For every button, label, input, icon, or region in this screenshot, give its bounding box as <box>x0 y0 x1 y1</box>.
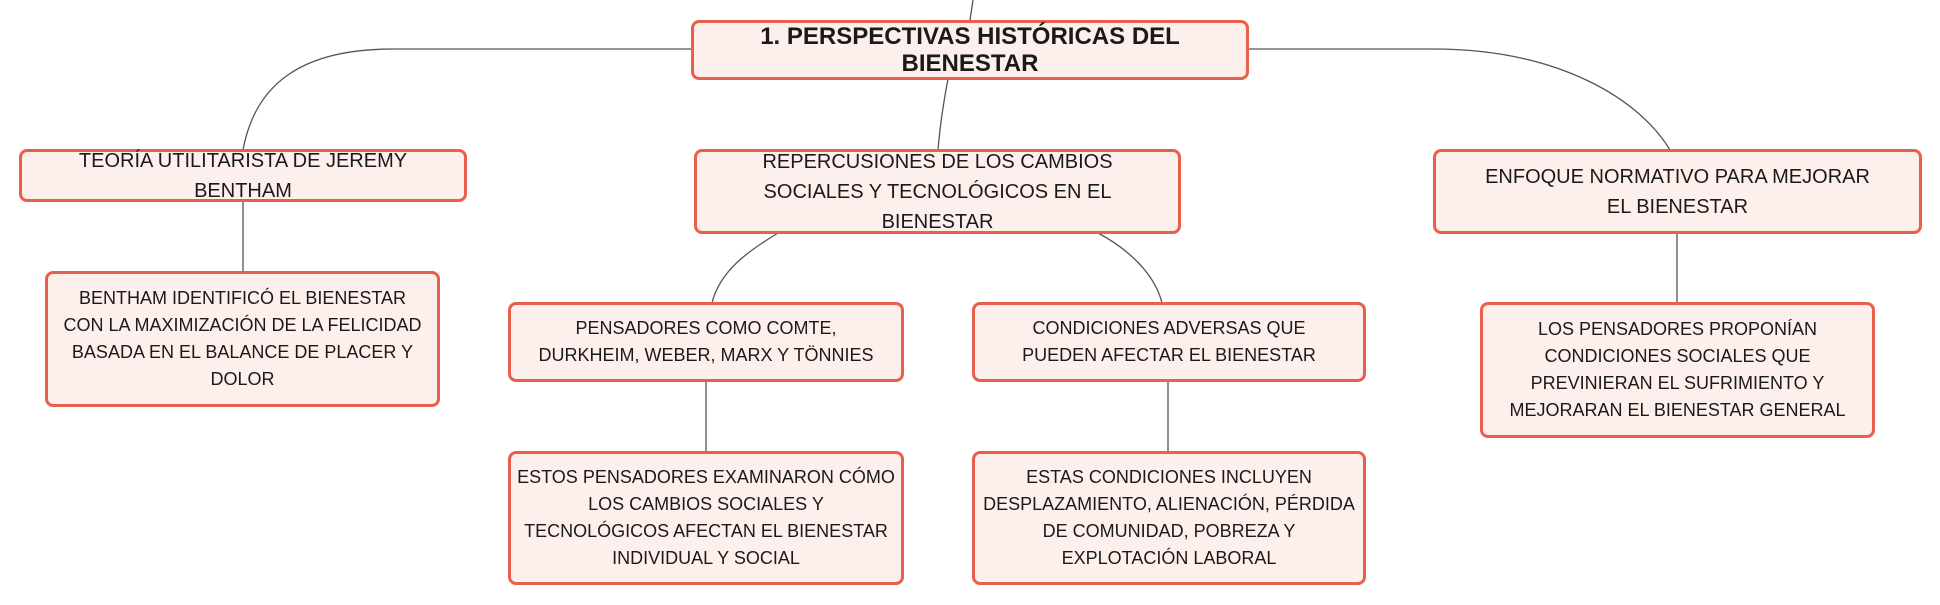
topic-conditions-detail[interactable] <box>972 451 1366 585</box>
topic-utilitarian-theory[interactable] <box>19 149 467 202</box>
topic-normative-detail-label: LOS PENSADORES PROPONÍAN CONDICIONES SOCIALES QUE PREVINIERAN EL SUFRIMIENTO Y MEJORARAN EL BIENESTAR GENERAL <box>1509 319 1846 420</box>
topic-thinkers-detail[interactable] <box>508 451 904 585</box>
topic-adverse-conditions-label: CONDICIONES ADVERSAS QUE PUEDEN AFECTAR EL BIENESTAR <box>1022 318 1316 365</box>
root-topic[interactable] <box>691 20 1249 80</box>
topic-bentham-detail[interactable] <box>45 271 440 407</box>
topic-bentham-detail-label: BENTHAM IDENTIFICÓ EL BIENESTAR CON LA MAXIMIZACIÓN DE LA FELICIDAD BASADA EN EL BALANCE DE PLACER Y DOLOR <box>63 288 422 389</box>
connector-top-stub <box>970 0 973 20</box>
connector-root-to-left <box>243 49 691 150</box>
topic-normative-detail[interactable] <box>1480 302 1875 438</box>
topic-social-tech-changes-label: REPERCUSIONES DE LOS CAMBIOS SOCIALES Y TECNOLÓGICOS EN EL BIENESTAR <box>762 150 1113 233</box>
topic-social-tech-changes[interactable] <box>694 149 1181 234</box>
topic-normative-approach[interactable] <box>1433 149 1922 234</box>
topic-adverse-conditions[interactable] <box>972 302 1366 382</box>
connector-center-to-conditions <box>1098 233 1162 303</box>
topic-thinkers-detail-label: ESTOS PENSADORES EXAMINARON CÓMO LOS CAMBIOS SOCIALES Y TECNOLÓGICOS AFECTAN EL BIENESTAR INDIVIDUAL Y SOCIAL <box>517 467 895 568</box>
connector-center-to-thinkers <box>712 233 778 303</box>
connector-root-to-right <box>1248 49 1670 150</box>
root-topic-label: 1. PERSPECTIVAS HISTÓRICAS DEL BIENESTAR <box>760 23 1180 77</box>
connector-root-to-center <box>938 79 948 150</box>
topic-thinkers[interactable] <box>508 302 904 382</box>
topic-normative-approach-label: ENFOQUE NORMATIVO PARA MEJORAR EL BIENESTAR <box>1485 165 1870 218</box>
topic-utilitarian-theory-label: TEORÍA UTILITARISTA DE JEREMY BENTHAM <box>78 149 408 202</box>
topic-thinkers-label: PENSADORES COMO COMTE, DURKHEIM, WEBER, MARX Y TÖNNIES <box>538 318 874 365</box>
topic-conditions-detail-label: ESTAS CONDICIONES INCLUYEN DESPLAZAMIENTO, ALIENACIÓN, PÉRDIDA DE COMUNIDAD, POBREZA Y EXPLOTACIÓN LABORAL <box>983 467 1355 568</box>
